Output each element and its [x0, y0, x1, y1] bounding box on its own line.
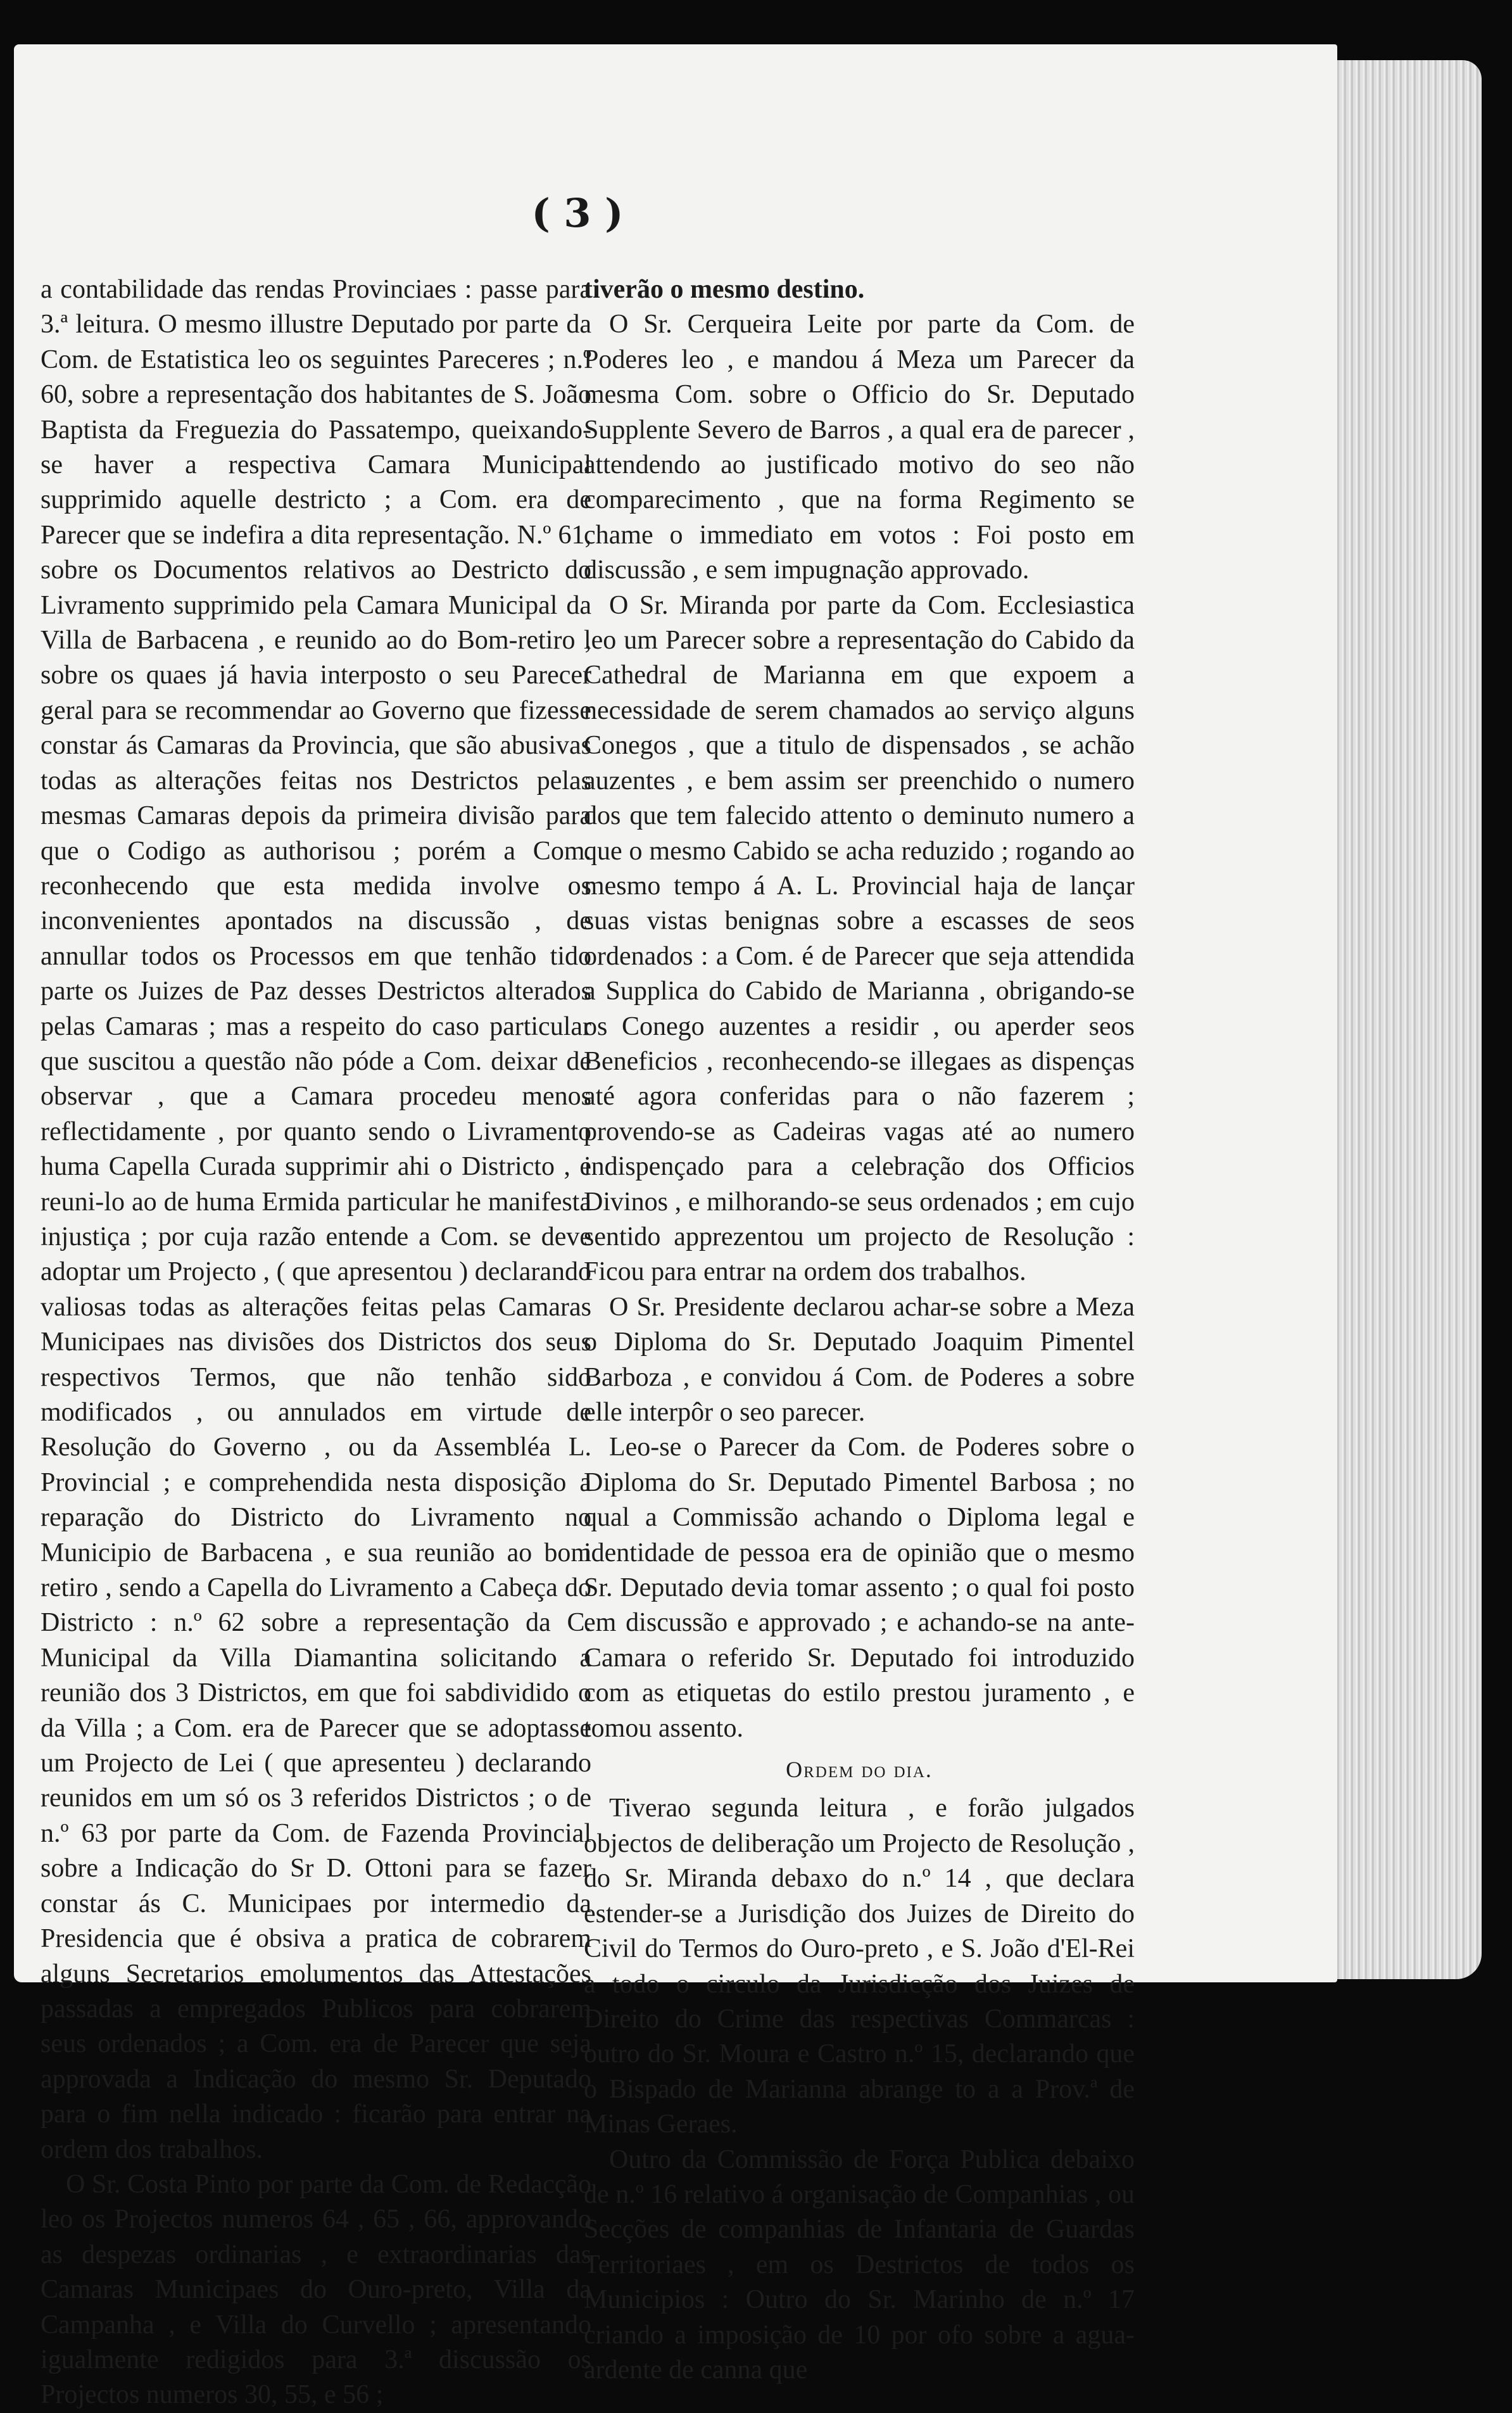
- left-paragraph: a contabilidade das rendas Provinciaes : passe para 3.ª leitura. O mesmo illustre Deputado por parte da Com. de Estatistica leo os seguintes Pareceres ; n.º 60, sobre a representação dos habitantes de S. João Baptista da Freguezia do Passatempo, queixando-se haver a respectiva Camara Municipal supprimido aquelle destricto ; a Com. era de Parecer que se indefira a dita representação. N.º 61, sobre os Documentos relativos ao Destricto do Livramento supprimido pela Camara Municipal da Villa de Barbacena , e reunido ao do Bom-retiro , sobre os quaes já havia interposto o seu Parecer geral para se recommendar ao Governo que fizesse constar ás Camaras da Provincia, que são abusivas todas as alterações feitas nos Destrictos pelas mesmas Camaras depois da primeira divisão para que o Codigo as authorisou ; porém a Com. reconhecendo que esta medida involve os inconvenientes apontados na discussão , de annullar todos os Processos em que tenhão tido parte os Juizes de Paz desses Destrictos alterados pelas Camaras ; mas a respeito do caso particular que suscitou a questão não póde a Com. deixar de observar , que a Camara procedeu menos reflectidamente , por quanto sendo o Livramento huma Capella Curada supprimir ahi o Districto , e reuni-lo ao de huma Ermida particular he manifesta injustiça ; por cuja razão entende a Com. se deve adoptar um Projecto , ( que apresentou ) declarando valiosas todas as alterações feitas pelas Camaras Municipaes nas divisões dos Districtos dos seus respectivos Termos, que não tenhão sido modificados , ou annulados em virtude de Resolução do Governo , ou da Assembléa L. Provincial ; e comprehendida nesta disposição a reparação do Districto do Livramento no Municipio de Barbacena , e sua reunião ao bom retiro , sendo a Capella do Livramento a Cabeça do Districto : n.º 62 sobre a representação da C. Municipal da Villa Diamantina solicitando a reunião dos 3 Districtos, em que foi sabdividido o da Villa ; a Com. era de Parecer que se adoptasse um Projecto de Lei ( que apresenteu ) declarando reunidos em um só os 3 referidos Districtos ; o de n.º 63 por parte da Com. de Fazenda Provincial sobre a Indicação do Sr D. Ottoni para se fazer constar ás C. Municipaes por intermedio da Presidencia que é obsiva a pratica de cobrarem alguns Secretarios emolumentos das Attestações passadas a empregados Publicos para cobrarem seus ordenados ; a Com. era de Parecer que seja approvada a Indicação do mesmo Sr. Deputado para o fim nella indicado : ficarão para entrar na ordem dos trabalhos.: [41, 275, 591, 2164]
- left-paragraph: O Sr. Costa Pinto por parte da Com. de Redacção leo os Projectos numeros 64 , 65 , 66, approvando as despezas ordinarias , e extraordinarias das Camaras Municipaes do Ouro-preto, Villa da Campanha , e Villa do Curvello ; apresentando igualmente redigidos para 3.ª discussão os Projectos numeros 30, 55, e 56 ;: [41, 2169, 591, 2410]
- right-paragraph: Outro da Commissão de Força Publica debaixo de n.º 16 relativo á organisação de Companhias , ou Secções de companhias de Infantaria de Guardas Territoriaes , em os Destrictos de todos os Municipios : Outro do Sr. Marinho de n.º 17 criando a imposição de 10 por ofo sobre a agua-ardente de canna que: [584, 2144, 1135, 2384]
- right-paragraph: Leo-se o Parecer da Com. de Poderes sobre o Diploma do Sr. Deputado Pimentel Barbosa ; no qual a Commissão achando o Diploma legal e identidade de pessoa era de opinião que o mesmo Sr. Deputado devia tomar assento ; o qual foi posto em discussão e approvado ; e achando-se na ante-Camara o referido Sr. Deputado foi introduzido com as etiquetas do estilo prestou juramento , e tomou assento.: [584, 1433, 1135, 1743]
- right-paragraph: O Sr. Presidente declarou achar-se sobre a Meza o Diploma do Sr. Deputado Joaquim Pimentel Barboza , e convidou á Com. de Poderes a sobre elle interpôr o seo parecer.: [584, 1292, 1135, 1427]
- right-paragraph: O Sr. Cerqueira Leite por parte da Com. de Poderes leo , e mandou á Meza um Parecer da mesma Com. sobre o Officio do Sr. Deputado Supplente Severo de Barros , a qual era de parecer , attendendo ao justificado motivo do seo não comparecimento , que na forma Regimento se chame o immediato em votos : Foi posto em discussão , e sem impugnação approvado.: [584, 310, 1135, 585]
- section-heading: Ordem do dia.: [786, 1757, 933, 1783]
- right-paragraph: tiverão o mesmo destino.: [584, 275, 865, 304]
- right-text-column: [584, 272, 1135, 2388]
- page-number: ( 3 ): [531, 190, 624, 236]
- right-paragraph: O Sr. Miranda por parte da Com. Ecclesiastica leo um Parecer sobre a representação do Cabido da Cathedral de Marianna em que expoem a necessidade de serem chamados ao serviço alguns Conegos , que a titulo de dispensados , se achão auzentes , e bem assim ser preenchido o numero dos que tem falecido attento o deminuto numero a que o mesmo Cabido se acha reduzido ; rogando ao mesmo tempo á A. L. Provincial haja de lançar suas vistas benignas sobre a escasses de seos ordenados : a Com. é de Parecer que seja attendida a Supplica do Cabido de Marianna , obrigando-se os Conego auzentes a residir , ou aperder seos Beneficios , reconhecendo-se illegaes as dispenças até agora conferidas para o não fazerem ; provendo-se as Cadeiras vagas até ao numero indispençado para a celebração dos Officios Divinos , e milhorando-se seus ordenados ; em cujo sentido apprezentou um projecto de Resolução : Ficou para entrar na ordem dos trabalhos.: [584, 590, 1135, 1287]
- right-paragraph: Tiverao segunda leitura , e forão julgados objectos de deliberação um Projecto de Resolução , do Sr. Miranda debaxo do n.º 14 , que declara estender-se a Jurisdição dos Juizes de Direito do Civil do Termos do Ouro-preto , e S. João d'El-Rei a todo o circulo da Jurisdicção dos Juizes de Direito do Crime das respectivas Commarcas : outro do Sr. Moura e Castro n.º 15, declarando que o Bispado de Marianna abrange to a a Prov.ª de Minas Geraes.: [584, 1794, 1135, 2139]
- book-page: [14, 44, 1337, 2410]
- left-text-column: [41, 272, 591, 2413]
